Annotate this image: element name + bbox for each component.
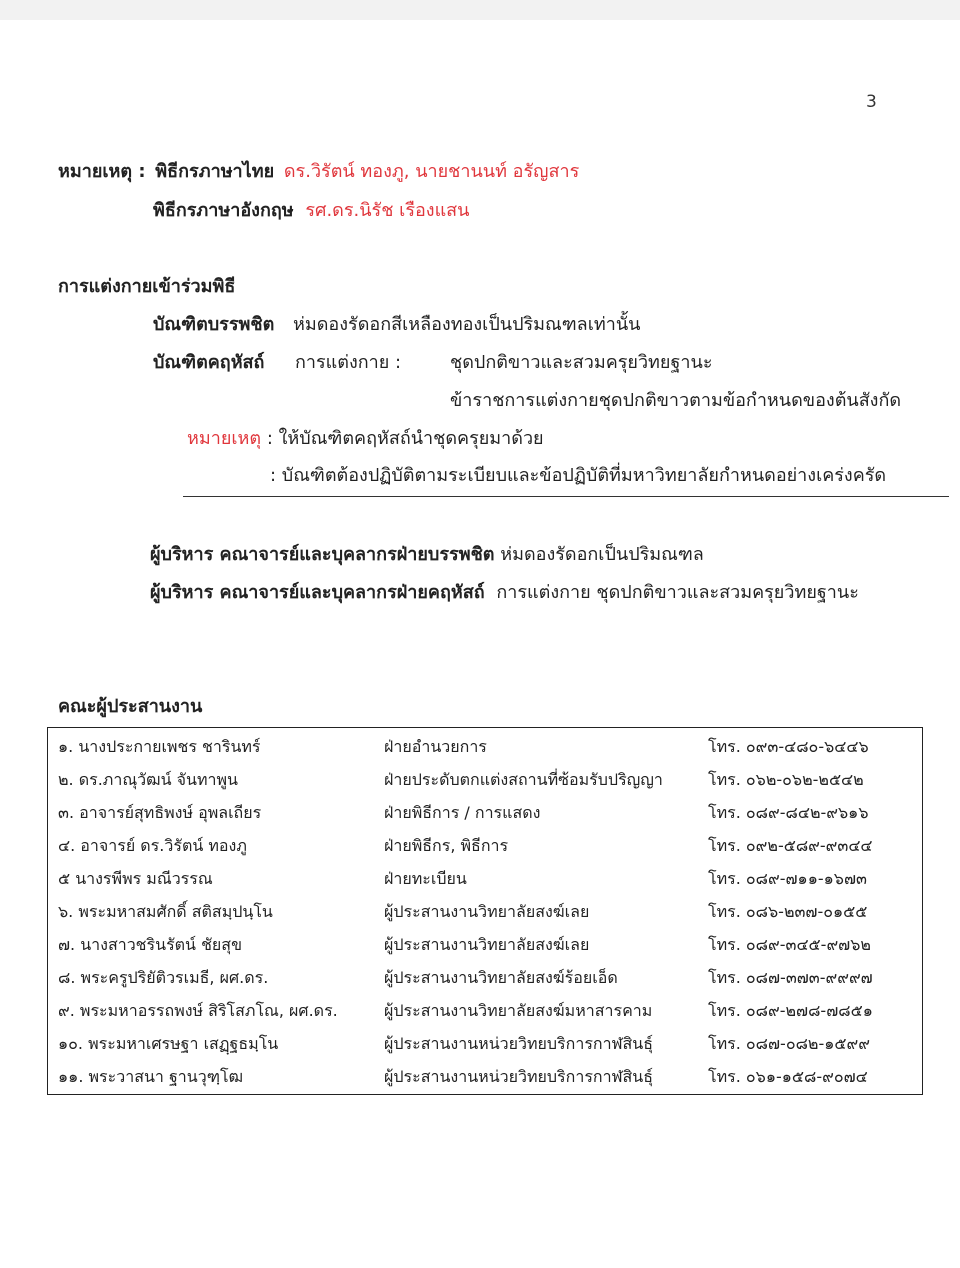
page-number: 3 (866, 92, 877, 112)
table-row (48, 994, 924, 1027)
grad-lay-line1: ชุดปกติขาวและสวมครุยวิทยฐานะ (450, 352, 713, 373)
row-role: ผู้ประสานงานวิทยาลัยสงฆ์ร้อยเอ็ด (384, 968, 618, 987)
remark-line1 (187, 427, 544, 451)
thai-mc-names: ดร.วิรัตน์ ทองภู, นายชานนท์ อรัญสาร (283, 161, 580, 182)
exec-lay-label: ผู้บริหาร คณาจารย์และบุคลากรฝ่ายคฤหัสถ์ (150, 582, 485, 603)
row-phone: โทร. ๐๘๖-๒๓๗-๐๑๕๕ (708, 902, 868, 921)
exec-lay-text: การแต่งกาย ชุดปกติขาวและสวมครุยวิทยฐานะ (496, 582, 859, 603)
grad-monk-label: บัณฑิตบรรพชิต (153, 314, 275, 335)
committee-heading: คณะผู้ประสานงาน (58, 696, 203, 717)
row-name: ๙. พระมหาอรรถพงษ์ สิริโสภโณ, ผศ.ดร. (58, 1001, 338, 1020)
row-role: ผู้ประสานงานหน่วยวิทยบริการกาฬสินธุ์ (384, 1034, 653, 1053)
row-name: ๑. นางประกายเพชร ชารินทร์ (58, 737, 261, 756)
row-phone: โทร. ๐๙๒-๕๘๙-๙๓๔๔ (708, 836, 873, 855)
row-name: ๖. พระมหาสมศักดิ์ สติสมฺปนฺโน (58, 902, 273, 921)
row-name: ๑๑. พระวาสนา ฐานวุฑฺโฒ (58, 1067, 244, 1086)
row-role: ฝ่ายพิธีกร, พิธีการ (384, 836, 509, 855)
table-row (48, 763, 924, 796)
table-row (48, 928, 924, 961)
row-name: ๑๐. พระมหาเศรษฐา เสฏฺฐธมฺโน (58, 1034, 279, 1053)
exec-monk-text: ห่มดองรัดอกเป็นปริมณฑล (500, 544, 704, 565)
remark-text1: : ให้บัณฑิตคฤหัสถ์นำชุดครุยมาด้วย (266, 428, 544, 449)
table-row (48, 862, 924, 895)
exec-lay-line (150, 581, 859, 605)
table-row (48, 895, 924, 928)
row-phone: โทร. ๐๘๙-๒๗๘-๗๘๕๑ (708, 1001, 873, 1020)
row-role: ผู้ประสานงานวิทยาลัยสงฆ์เลย (384, 902, 590, 921)
row-phone: โทร. ๐๙๓-๔๘๐-๖๔๔๖ (708, 737, 869, 756)
row-name: ๕ นางรพีพร มณีวรรณ (58, 869, 213, 888)
row-role: ฝ่ายทะเบียน (384, 869, 467, 888)
exec-monk-line (150, 543, 704, 567)
exec-monk-label: ผู้บริหาร คณาจารย์และบุคลากรฝ่ายบรรพชิต (150, 544, 495, 565)
table-row (48, 1060, 924, 1093)
table-row (48, 796, 924, 829)
grad-lay-label: บัณฑิตคฤหัสถ์ (153, 352, 265, 373)
table-row (48, 961, 924, 994)
remark-line2: : บัณฑิตต้องปฏิบัติตามระเบียบและข้อปฏิบัติที่มหาวิทยาลัยกำหนดอย่างเคร่งครัด (270, 465, 887, 486)
top-bar (0, 0, 960, 20)
remark-label: หมายเหตุ (187, 428, 262, 449)
notes-label: หมายเหตุ : (58, 161, 146, 182)
mc-notes-line1 (58, 160, 579, 184)
grad-lay-line2: ข้าราชการแต่งกายชุดปกติขาวตามข้อกำหนดของต้นสังกัด (450, 390, 902, 411)
table-row (48, 730, 924, 763)
row-name: ๔. อาจารย์ ดร.วิรัตน์ ทองภู (58, 836, 247, 855)
english-mc-label: พิธีกรภาษาอังกฤษ (153, 200, 294, 221)
row-name: ๗. นางสาวชรินรัตน์ ชัยสุข (58, 935, 243, 954)
row-role: ฝ่ายอำนวยการ (384, 737, 487, 756)
table-row (48, 829, 924, 862)
grad-monk-text: ห่มดองรัดอกสีเหลืองทองเป็นปริมณฑลเท่านั้น (293, 314, 641, 335)
row-phone: โทร. ๐๘๗-๐๘๒-๑๕๙๙ (708, 1034, 870, 1053)
mc-notes-line2 (153, 199, 469, 223)
committee-table (47, 727, 923, 1095)
row-phone: โทร. ๐๘๙-๗๑๑-๑๖๗๓ (708, 869, 867, 888)
divider-line (183, 496, 949, 497)
row-role: ฝ่ายพิธีการ / การแสดง (384, 803, 541, 822)
row-name: ๘. พระครูปริยัติวรเมธี, ผศ.ดร. (58, 968, 269, 987)
table-row (48, 1027, 924, 1060)
row-role: ฝ่ายประดับตกแต่งสถานที่ซ้อมรับปริญญา (384, 770, 663, 789)
row-name: ๓. อาจารย์สุทธิพงษ์ อุพลเถียร (58, 803, 262, 822)
thai-mc-label: พิธีกรภาษาไทย (155, 161, 275, 182)
row-name: ๒. ดร.ภาณุวัฒน์ จันทาพูน (58, 770, 238, 789)
dress-heading: การแต่งกายเข้าร่วมพิธี (58, 276, 236, 297)
row-role: ผู้ประสานงานวิทยาลัยสงฆ์มหาสารคาม (384, 1001, 653, 1020)
english-mc-names: รศ.ดร.นิรัช เรืองแสน (305, 200, 470, 221)
grad-lay-dress-label: การแต่งกาย : (295, 352, 402, 373)
row-phone: โทร. ๐๖๑-๑๕๘-๙๐๗๔ (708, 1067, 868, 1086)
row-phone: โทร. ๐๘๙-๘๔๒-๙๖๑๖ (708, 803, 869, 822)
row-role: ผู้ประสานงานวิทยาลัยสงฆ์เลย (384, 935, 590, 954)
row-role: ผู้ประสานงานหน่วยวิทยบริการกาฬสินธุ์ (384, 1067, 653, 1086)
row-phone: โทร. ๐๘๗-๓๗๓-๙๙๙๗ (708, 968, 873, 987)
row-phone: โทร. ๐๖๒-๐๖๒-๒๕๔๒ (708, 770, 864, 789)
row-phone: โทร. ๐๘๙-๓๔๕-๙๗๖๒ (708, 935, 871, 954)
